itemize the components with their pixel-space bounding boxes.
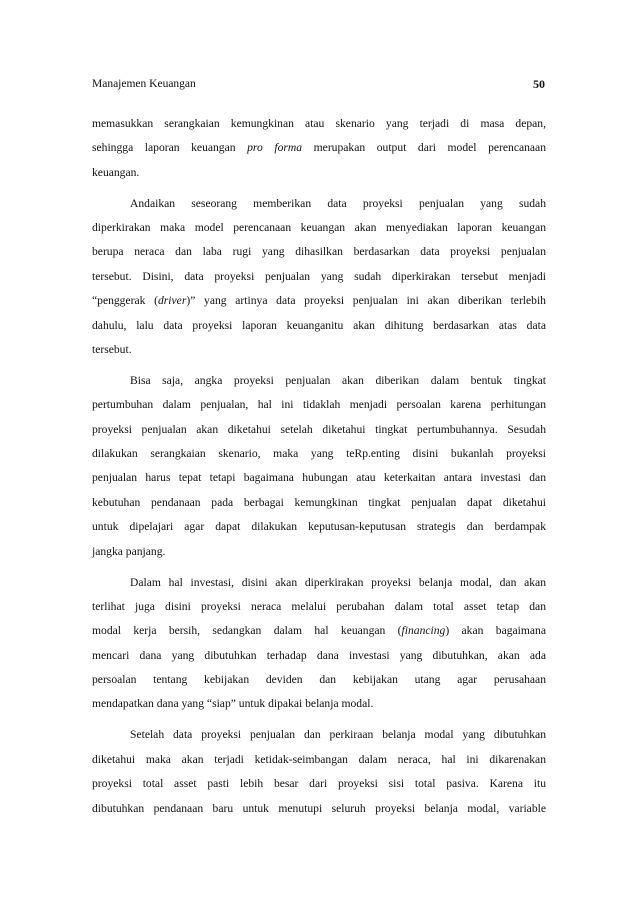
running-header — [92, 77, 545, 91]
text-line: proyeksi penjualan akan diketahui setelah diketahui tingkat pertumbuhannya. Sesudah — [92, 422, 546, 436]
paragraph — [92, 192, 546, 363]
text-line: persoalan tentang kebijakan deviden dan kebijakan utang agar perusahaan — [92, 673, 546, 687]
text-line: dahulu, lalu data proyeksi laporan keuanganitu akan dihitung berdasarkan atas data — [92, 318, 546, 332]
italic-term: driver — [158, 294, 187, 308]
text-line: dilakukan serangkaian skenario, maka yang teRp.enting disini bukanlah proyeksi — [92, 447, 546, 461]
paragraph — [92, 571, 546, 717]
text-line: diperkirakan maka model perencanaan keuangan akan menyediakan laporan keuangan — [92, 221, 546, 235]
text-line: tersebut. Disini, data proyeksi penjualan yang sudah diperkirakan tersebut menjadi — [92, 269, 546, 283]
text-line: “penggerak (driver)” yang artinya data proyeksi penjualan ini akan diberikan terlebih — [92, 294, 546, 308]
text-line: dibutuhkan pendanaan baru untuk menutupi seluruh proyeksi belanja modal, variable — [92, 801, 546, 815]
text-line: memasukkan serangkaian kemungkinan atau skenario yang terjadi di masa depan, — [92, 117, 546, 130]
text-line: penjualan harus tepat tetapi bagaimana hubungan atau keterkaitan antara investasi dan — [92, 471, 546, 485]
italic-term: pro forma — [247, 141, 303, 155]
paragraph — [92, 112, 546, 185]
text-line: sehingga laporan keuangan pro forma merupakan output dari model perencanaan — [92, 141, 546, 155]
italic-term: financing — [401, 624, 446, 638]
text-line: proyeksi total asset pasti lebih besar dari proyeksi sisi total pasiva. Karena itu — [92, 777, 546, 791]
text-line: kebutuhan pendanaan pada berbagai kemungkinan tingkat penjualan dapat diketahui — [92, 495, 546, 509]
text-line: pertumbuhan dalam penjualan, hal ini tidaklah menjadi persoalan karena perhitungan — [92, 398, 546, 412]
header-title: Manajemen Keuangan — [92, 78, 196, 90]
text-line: mendapatkan dana yang “siap” untuk dipakai belanja modal. — [92, 697, 374, 711]
text-line: tersebut. — [92, 343, 132, 357]
text-line: diketahui maka akan terjadi ketidak-seimbangan dalam neraca, hal ini dikarenakan — [92, 752, 546, 766]
text-line: keuangan. — [92, 165, 140, 179]
text-line: terlihat juga disini proyeksi neraca melalui perubahan dalam total asset tetap dan — [92, 599, 546, 613]
text-line: jangka panjang. — [92, 544, 166, 558]
paragraph — [92, 723, 546, 821]
paragraph — [92, 369, 546, 564]
body-text — [92, 112, 546, 821]
text-line: modal kerja bersih, sedangkan dalam hal keuangan (financing) akan bagaimana — [92, 624, 546, 638]
text-line: Dalam hal investasi, disini akan diperkirakan proyeksi belanja modal, dan akan — [130, 575, 546, 589]
text-line: Bisa saja, angka proyeksi penjualan akan diberikan dalam bentuk tingkat — [130, 373, 546, 387]
text-line: Setelah data proyeksi penjualan dan perkiraan belanja modal yang dibutuhkan — [130, 728, 546, 742]
text-line: Andaikan seseorang memberikan data proyeksi penjualan yang sudah — [130, 196, 546, 210]
page-number: 50 — [533, 77, 545, 91]
text-line: berupa neraca dan laba rugi yang dihasilkan berdasarkan data proyeksi penjualan — [92, 245, 546, 259]
text-line: untuk dipelajari agar dapat dilakukan keputusan-keputusan strategis dan berdampak — [92, 520, 546, 534]
text-line: mencari dana yang dibutuhkan terhadap dana investasi yang dibutuhkan, akan ada — [92, 648, 546, 662]
